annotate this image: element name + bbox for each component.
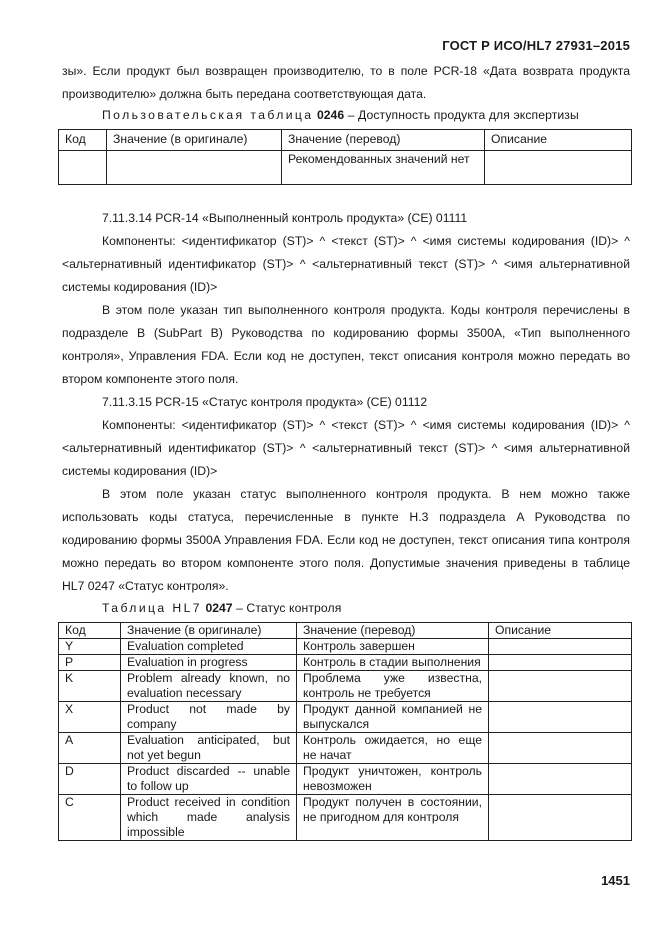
table1-body [59, 151, 632, 185]
table1-caption-prefix: Пользовательская таблица [102, 108, 314, 122]
table2-cell-value-translation: Проблема уже известна, контроль не требуется [297, 671, 489, 702]
table-row [59, 702, 632, 733]
table2-body [59, 639, 632, 841]
table1-header-code: Код [59, 130, 107, 151]
table-row [59, 733, 632, 764]
table2-cell-value-original: Problem already known, no evaluation necessary [121, 671, 297, 702]
table2-caption-title: – Статус контроля [236, 601, 342, 615]
section1-body: В этом поле указан тип выполненного контроля продукта. Коды контроля перечислены в подразделе B (SubPart B) Руководства по кодированию формы 3500A, «Тип выполненного контроля», Управления FDA. Если код не доступен, текст описания контроля можно передать во втором компоненте этого поля. [62, 303, 630, 386]
table2-cell-value-translation: Продукт данной компанией не выпускался [297, 702, 489, 733]
table2-caption [102, 598, 630, 618]
table1-header-value-translation: Значение (перевод) [282, 130, 485, 151]
table2-cell-description [489, 702, 632, 733]
table2-cell-value-translation: Продукт получен в состоянии, не пригодном для контроля [297, 795, 489, 841]
section-7-11-3-15-heading: 7.11.3.15 PCR-15 «Статус контроля продукта» (CE) 01112 [102, 395, 428, 409]
section2-body: В этом поле указан статус выполненного контроля продукта. В нем можно также использовать коды статуса, перечисленные в пункте H.3 подраздела A Руководства по кодированию формы 3500A Управления FDA. Если код не доступен, текст описания типа контроля можно передать во втором компоненте этого поля. Допустимые значения приведены в таблице HL7 0247 «Статус контроля». [62, 487, 630, 593]
table1-header [59, 130, 632, 151]
table2-cell-code: P [59, 655, 121, 671]
table1-caption-title: – Доступность продукта для экспертизы [347, 108, 579, 122]
table-row [59, 655, 632, 671]
table2-cell-value-original: Product received in condition which made analysis impossible [121, 795, 297, 841]
table2-cell-code: Y [59, 639, 121, 655]
table2-header-value-translation: Значение (перевод) [297, 623, 489, 639]
table-row [59, 764, 632, 795]
table2-cell-value-original: Evaluation anticipated, but not yet begun [121, 733, 297, 764]
table2-cell-description [489, 655, 632, 671]
table2-cell-code: X [59, 702, 121, 733]
section1-components: Компоненты: <идентификатор (ST)> ^ <текст (ST)> ^ <имя системы кодирования (ID)> ^ <альтернативный идентификатор (ST)> ^ <альтернативный текст (ST)> ^ <имя альтернативной системы кодирования (ID)> [62, 234, 630, 294]
table-0247 [58, 622, 632, 841]
table2-cell-code: D [59, 764, 121, 795]
table2-cell-code: A [59, 733, 121, 764]
table-0246 [58, 129, 632, 185]
table2-header-description: Описание [489, 623, 632, 639]
table2-header [59, 623, 632, 639]
table2-header-code: Код [59, 623, 121, 639]
table1-cell-value-original [107, 151, 282, 185]
table1-caption-number: 0246 [316, 108, 345, 122]
document-header: ГОСТ Р ИСО/HL7 27931–2015 [442, 38, 630, 53]
table1-caption [102, 105, 630, 125]
table2-caption-prefix: Таблица HL7 [102, 601, 202, 615]
table2-cell-description [489, 671, 632, 702]
table2-cell-code: C [59, 795, 121, 841]
table2-cell-value-original: Evaluation in progress [121, 655, 297, 671]
table-row [59, 671, 632, 702]
table2-cell-value-original: Product not made by company [121, 702, 297, 733]
table2-header-value-original: Значение (в оригинале) [121, 623, 297, 639]
table2-cell-value-translation: Контроль ожидается, но еще не начат [297, 733, 489, 764]
table2-cell-value-translation: Контроль в стадии выполнения [297, 655, 489, 671]
section-7-11-3-14-heading: 7.11.3.14 PCR-14 «Выполненный контроль продукта» (CE) 01111 [102, 211, 468, 225]
table2-cell-value-translation: Продукт уничтожен, контроль невозможен [297, 764, 489, 795]
table2-cell-value-translation: Контроль завершен [297, 639, 489, 655]
table2-cell-description [489, 764, 632, 795]
table2-cell-description [489, 795, 632, 841]
intro-paragraph: зы». Если продукт был возвращен производителю, то в поле PCR-18 «Дата возврата продукта производителю» должна быть передана соответствующая дата. [62, 64, 630, 101]
table1-header-value-original: Значение (в оригинале) [107, 130, 282, 151]
table1-cell-value-translation: Рекомендованных значений нет [282, 151, 485, 185]
page-content [62, 60, 630, 841]
page-number: 1451 [601, 873, 630, 888]
table2-caption-number: 0247 [205, 601, 233, 615]
table2-cell-value-original: Evaluation completed [121, 639, 297, 655]
table2-cell-description [489, 733, 632, 764]
table2-cell-description [489, 639, 632, 655]
table2-cell-value-original: Product discarded -- unable to follow up [121, 764, 297, 795]
table-row [59, 639, 632, 655]
table1-cell-code [59, 151, 107, 185]
table1-header-description: Описание [485, 130, 632, 151]
section2-components: Компоненты: <идентификатор (ST)> ^ <текст (ST)> ^ <имя системы кодирования (ID)> ^ <альтернативный идентификатор (ST)> ^ <альтернативный текст (ST)> ^ <имя альтернативной системы кодирования (ID)> [62, 418, 630, 478]
table2-cell-code: K [59, 671, 121, 702]
table-row [59, 151, 632, 185]
table1-cell-description [485, 151, 632, 185]
table-row [59, 795, 632, 841]
